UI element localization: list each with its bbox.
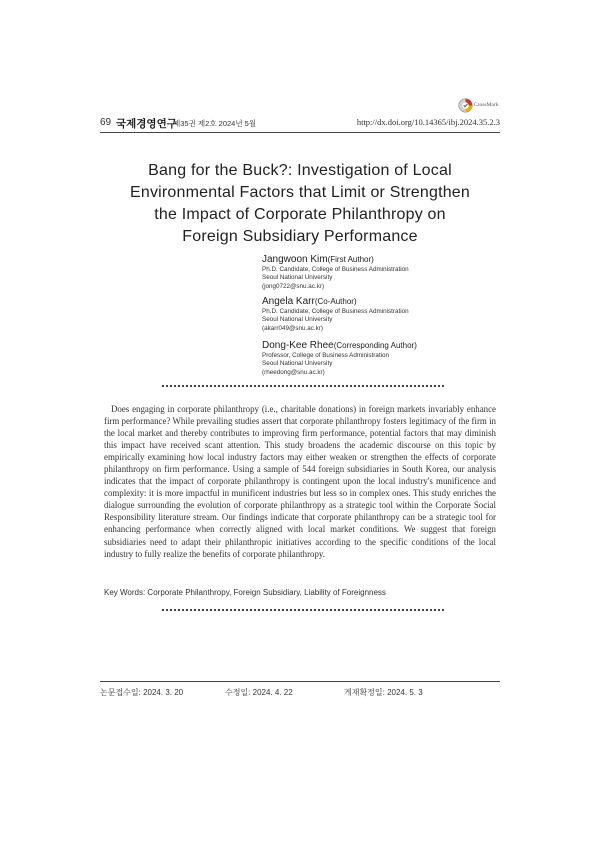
journal-name: 국제경영연구 [116,118,177,130]
abstract-top-divider [162,385,444,387]
author-affiliation: Seoul National University [262,316,333,324]
author-role: (Corresponding Author) [333,341,417,350]
paper-title [80,160,520,248]
author-role: (Co-Author) [314,297,357,306]
author-position: Professor, College of Business Administration [262,352,390,359]
revised-date: 수정일: 2024. 4. 22 [225,688,293,697]
author-name: Jangwoon Kim [262,254,328,265]
keywords: Key Words: Corporate Philanthropy, Foreign Subsidiary, Liability of Foreignness [104,588,386,597]
author-affiliation: Seoul National University [262,274,333,282]
author-position: Ph.D. Candidate, College of Business Administration [262,266,409,273]
author-affiliation: Seoul National University [262,360,333,368]
doi-link[interactable]: http://dx.doi.org/10.14365/ibj.2024.35.2.3 [356,117,500,127]
crossmark-icon [458,98,473,113]
author-email[interactable]: (jong0722@snu.ac.kr) [262,282,325,290]
author-email[interactable]: (rheedong@snu.ac.kr) [262,368,325,376]
author-position: Ph.D. Candidate, College of Business Administration [262,308,409,315]
author-name: Angela Karr [262,296,315,307]
crossmark-badge[interactable] [458,98,518,114]
author-block-2 [262,296,492,333]
author-email[interactable]: (akarr049@snu.ac.kr) [262,324,323,332]
author-block-3 [262,340,492,377]
accepted-date: 게재확정일: 2024. 5. 3 [344,688,423,697]
crossmark-label: CrossMark [474,102,499,108]
running-header [100,116,500,130]
title-line: Environmental Factors that Limit or Strengthen [129,184,471,201]
page-number: 69 [100,117,112,128]
author-role: (First Author) [327,255,374,264]
abstract-bottom-divider [162,609,444,611]
title-line: Foreign Subsidiary Performance [182,228,418,245]
header-divider [100,132,500,133]
author-name: Dong-Kee Rhee [262,340,334,351]
footer-divider [100,681,500,682]
title-line: Bang for the Buck?: Investigation of Local [148,162,452,179]
author-block-1 [262,254,492,291]
abstract-text: Does engaging in corporate philanthropy (i.e., charitable donations) in foreign markets invariably enhance firm performance? While prevailing studies assert that corporate philanthropy fosters legitimacy of the firm in the local market and thereby contributes to improving firm performance, potential factors that may diminish this impact have received scant attention. This study broadens the academic discourse on this topic by empirically examining how local industry factors may either weaken or strengthen the effects of corporate philanthropy on firm performance. Using a sample of 544 foreign subsidiaries in South Korea, our analysis indicates that the impact of corporate philanthropy is contingent upon the local industry's munificence and complexity: it is more impactful in munificent industries but less so in complex ones. This study enriches the dialogue surrounding the evolution of corporate philanthropy as a strategic tool within the Corporate Social Responsibility literature stream. Our findings indicate that corporate philanthropy can be a strategic tool for enhancing performance when correctly aligned with local market conditions. We suggest that foreign subsidiaries need to adapt their philanthropic initiatives according to the specific conditions of the local industry to fully realize the benefits of corporate philanthropy. [104,404,496,559]
received-date: 논문접수일: 2024. 3. 20 [100,688,184,697]
issue-info: 제35권 제2호 2024년 5월 [173,119,257,128]
title-line: the Impact of Corporate Philanthropy on [154,206,446,223]
